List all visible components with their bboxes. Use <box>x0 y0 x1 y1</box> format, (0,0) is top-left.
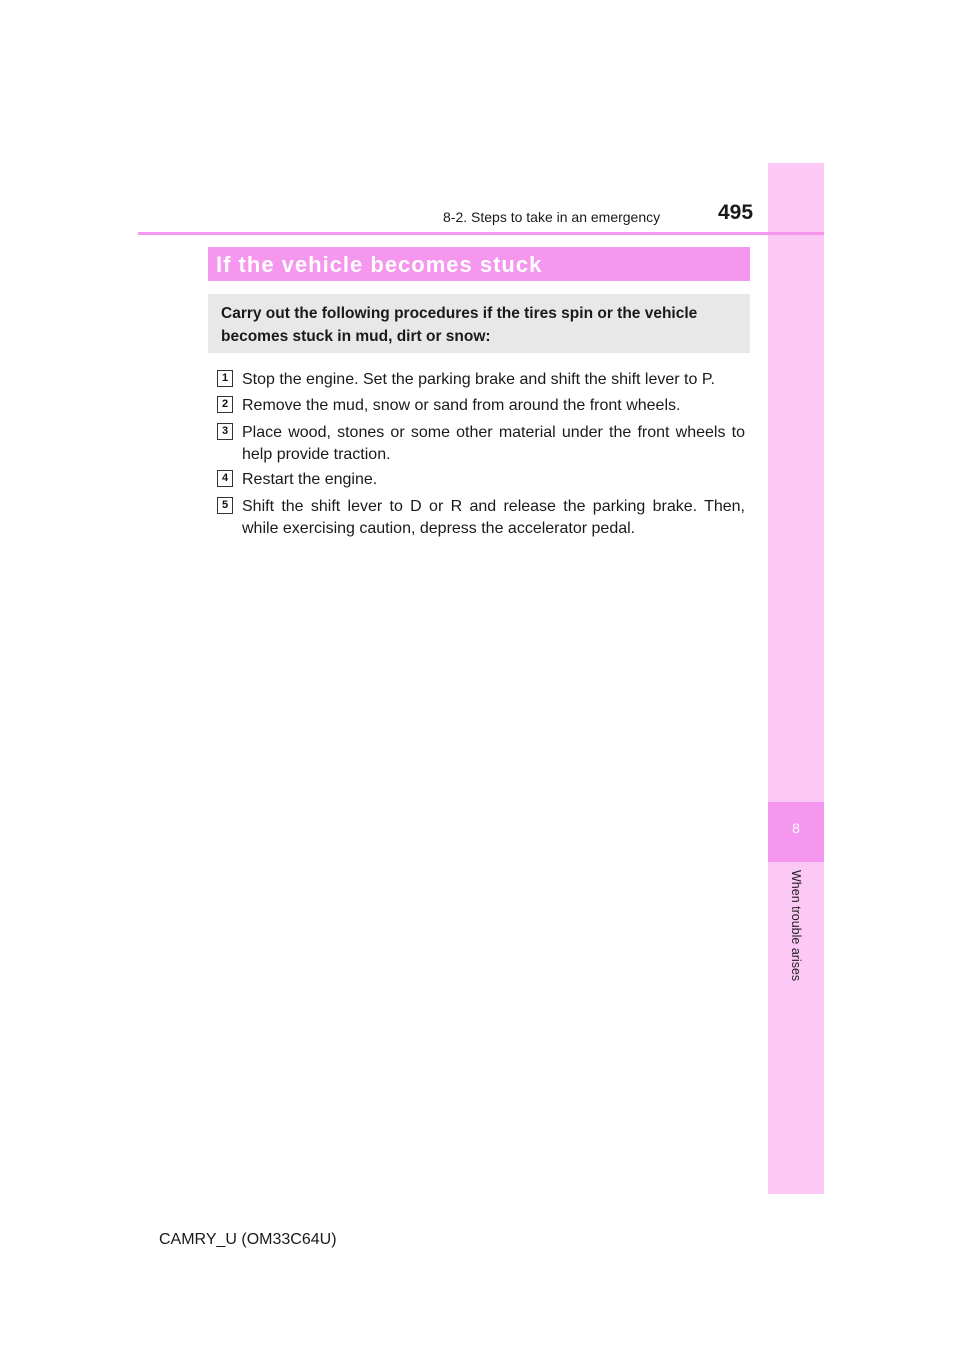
step-text: Stop the engine. Set the parking brake and shift the shift lever to P. <box>242 371 715 388</box>
step-number-badge: 1 <box>217 370 233 387</box>
step-text: Place wood, stones or some other material under the front wheels to help provide traction. <box>242 424 745 463</box>
step-number-badge: 2 <box>217 396 233 413</box>
step-number-badge: 4 <box>217 470 233 487</box>
step-text: Remove the mud, snow or sand from around the front wheels. <box>242 397 681 414</box>
intro-text: Carry out the following procedures if the tires spin or the vehicle becomes stuck in mud, dirt or snow: <box>221 305 698 345</box>
step-number-badge: 5 <box>217 497 233 514</box>
section-title: If the vehicle becomes stuck <box>216 252 543 277</box>
step-text: Restart the engine. <box>242 471 378 488</box>
header-divider <box>138 232 824 235</box>
page-number: 495 <box>718 201 754 224</box>
step-number-badge: 3 <box>217 423 233 440</box>
step-text: Shift the shift lever to D or R and release the parking brake. Then, while exercising caution, depress the accelerator pedal. <box>242 498 745 537</box>
intro-box <box>208 294 750 353</box>
chapter-tab[interactable] <box>768 802 824 862</box>
side-tab <box>768 163 824 1194</box>
footer-model-code: CAMRY_U (OM33C64U) <box>159 1231 337 1248</box>
section-title-bar <box>208 247 750 281</box>
chapter-title: When trouble arises <box>789 870 803 982</box>
chapter-number: 8 <box>792 820 800 836</box>
header-section: 8-2. Steps to take in an emergency <box>443 209 661 225</box>
